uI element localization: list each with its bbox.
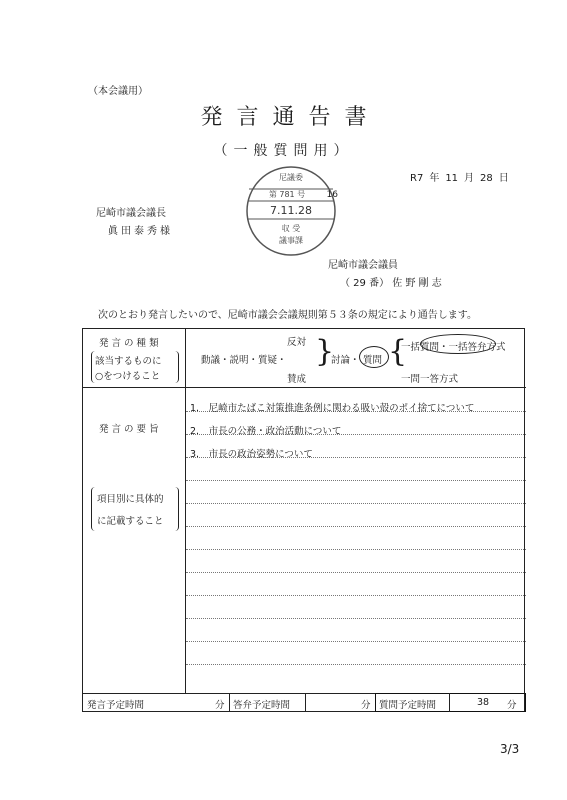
usage-label: （本会議用） — [88, 86, 148, 97]
notice-table — [82, 328, 525, 712]
question-time-value: 38 — [477, 697, 490, 708]
option-touron: 討論・ — [331, 355, 360, 366]
stamp-bottom1: 収 受 — [281, 224, 301, 233]
type-header: 発 言 の 種 類 — [99, 338, 159, 349]
addressee-name: 眞田泰秀様 — [108, 226, 173, 237]
stamp-handwritten: 16 — [326, 190, 338, 200]
speech-time-unit: 分 — [215, 700, 225, 711]
summary-note1: 項目別に具体的 — [97, 494, 164, 505]
stamp-bottom2: 議事課 — [279, 236, 303, 245]
summary-item-2: 2. 市長の公務・政治活動について — [190, 426, 342, 437]
sender-seat: （ 29 番） 佐 野 剛 志 — [340, 278, 442, 289]
document-subtitle: （一般質問用） — [213, 143, 354, 159]
option-hantai: 反対 — [287, 337, 307, 348]
type-note1: 該当するものに — [95, 356, 162, 367]
intro-text: 次のとおり発言したいので、尼崎市議会会議規則第５３条の規定により通告します。 — [98, 310, 477, 321]
summary-header: 発 言 の 要 旨 — [99, 424, 159, 435]
option-group: 動議・説明・質疑・ — [201, 355, 287, 366]
stamp-line1: 尼議委 — [279, 173, 303, 182]
stamp-date: 7.11.28 — [270, 204, 312, 217]
page-number: 3/3 — [500, 742, 520, 756]
option-shitsumon: 質問 — [363, 355, 383, 366]
receipt-stamp — [243, 163, 339, 259]
speech-time-label: 発言予定時間 — [87, 700, 145, 711]
summary-item-3: 3. 市長の政治姿勢について — [190, 449, 313, 460]
summary-item-1: 1. 尼崎市たばこ対策推進条例に関わる吸い殻のポイ捨てについて — [190, 403, 475, 414]
document-title: 発言通告書 — [200, 105, 381, 130]
question-time-label: 質問予定時間 — [379, 700, 437, 711]
document-date: R7 年 11 月 28 日 — [410, 173, 509, 184]
answer-time-label: 答弁予定時間 — [233, 700, 291, 711]
brace-right-icon: } — [315, 334, 335, 369]
option-ichimon: 一問一答方式 — [401, 374, 459, 385]
brace-left-icon: { — [388, 334, 408, 369]
sender-org: 尼崎市議会議員 — [328, 260, 398, 271]
type-note2: ○をつけること — [95, 371, 161, 382]
option-ikkatsu: 一括質問・一括答弁方式 — [401, 342, 506, 353]
answer-time-unit: 分 — [361, 700, 371, 711]
question-time-unit: 分 — [507, 700, 517, 711]
addressee-org: 尼崎市議会議長 — [96, 208, 166, 219]
option-sansei: 賛成 — [287, 374, 307, 385]
stamp-number: 第 781 号 — [268, 190, 306, 199]
summary-note2: に記載すること — [97, 516, 164, 527]
